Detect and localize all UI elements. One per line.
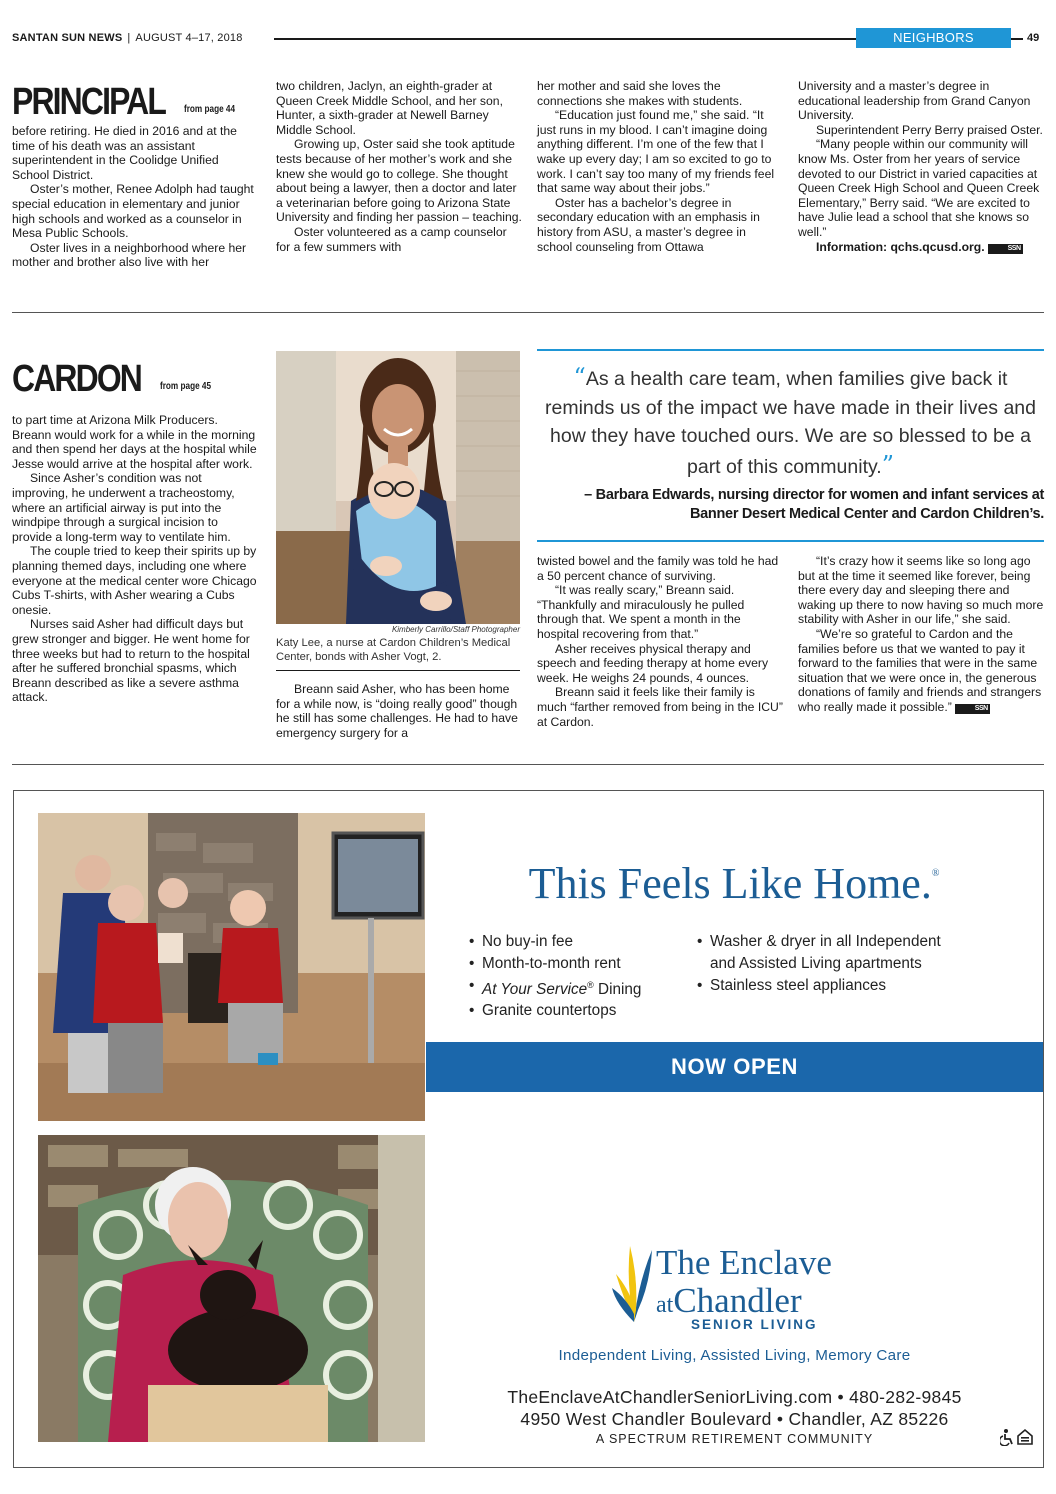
- paper-name: [12, 32, 243, 44]
- paragraph: University and a master’s degree in educational leadership from Grand Canyon University.: [798, 79, 1031, 123]
- now-open-banner: NOW OPEN: [426, 1042, 1043, 1092]
- paragraph: Oster’s mother, Renee Adolph had taught special education in elementary and junior high schools and worked as a counselor in Mesa Public Schools.: [12, 182, 254, 241]
- list-item: [697, 931, 941, 953]
- list-item: • No buy-in fee: [469, 931, 641, 953]
- section-tag: NEIGHBORS: [856, 28, 1011, 48]
- cardon-column-4: [798, 554, 1044, 715]
- paragraph: Oster has a bachelor’s degree in secondary education with an emphasis in history from ASU, a master’s degree in school counseling from Ottawa: [537, 195, 760, 254]
- header-rule: [274, 38, 858, 40]
- principal-column-1: [12, 72, 258, 270]
- paper-title: SANTAN SUN NEWS: [12, 32, 123, 44]
- paragraph: “Many people within our community will know Ms. Oster from her years of service devoted to our District in varied capacities at Queen Creek High School and Queen Creek Elementary,” Berry said. “We are excited to have Julie lead a school that she knows so well.”: [798, 137, 1040, 239]
- page-header: [12, 28, 1044, 50]
- principal-column-4: [798, 79, 1044, 254]
- paragraph-text: “We’re so grateful to Cardon and the families before us that we wanted to pay it forward to the families that were in the same situation that we were once in, the generous donations of family and friends and strangers who really made it possible.”: [798, 626, 1042, 714]
- info-text: Information: qchs.qcusd.org.: [816, 239, 985, 254]
- list-item: • Month-to-month rent: [469, 953, 641, 975]
- paragraph: Nurses said Asher had difficult days but grew stronger and bigger. He went home for three weeks but had to return to the hospital after he suffered bronchial spasms, which Breann described as like a severe asthma attack.: [12, 617, 250, 705]
- brand-subtitle: SENIOR LIVING: [691, 1317, 818, 1332]
- cardon-column-3: [537, 554, 783, 729]
- paragraph: Since Asher’s condition was not improving, he underwent a tracheostomy, where an artificial airway is put into the windpipe through a surgical incision to provide a long-term way to ventilate him.: [12, 471, 235, 544]
- registered-mark: ®: [587, 979, 594, 990]
- list-item-text: and Assisted Living apartments: [710, 954, 922, 972]
- pull-quote-top-rule: [537, 349, 1044, 351]
- header-rule-right: [1011, 38, 1023, 40]
- brand-city: Chandler: [673, 1281, 802, 1320]
- cardon-jump-from: from page 45: [159, 381, 211, 393]
- resident-with-dog-photo: [38, 1135, 425, 1442]
- service-suffix: Dining: [593, 980, 642, 998]
- cardon-column-2: [276, 682, 520, 740]
- list-item: [469, 975, 641, 1001]
- paragraph: Growing up, Oster said she took aptitude tests because of her mother’s work and she knew she would go to college. She thought about being a lawyer, then a doctor and later a veterinarian before going to Arizona State University and finding her passion – teaching.: [276, 137, 522, 225]
- feature-list-right: [697, 931, 941, 996]
- end-mark: SSN: [955, 704, 990, 714]
- paragraph: Oster volunteered as a camp counselor for a few summers with: [276, 224, 507, 254]
- cardon-jump-head: [12, 351, 258, 399]
- address: 4950 West Chandler Boulevard • Chandler, AZ 85226: [520, 1409, 949, 1429]
- paragraph: “It was really scary,” Breann said. “Thankfully and miraculously he pulled through that. We spent a month in the hospital recovering from that.”: [537, 583, 745, 641]
- feature-list-left: [469, 931, 641, 1022]
- photo-caption: Katy Lee, a nurse at Cardon Children’s Medical Center, bonds with Asher Vogt, 2.: [276, 637, 511, 663]
- cardon-title: CARDON: [12, 358, 142, 400]
- ad-services: Independent Living, Assisted Living, Memory Care: [558, 1347, 911, 1364]
- residents-image: [38, 813, 425, 1121]
- resident-dog-image: [38, 1135, 425, 1442]
- list-item: • Granite countertops: [469, 1000, 641, 1022]
- close-quote-mark: ”: [881, 450, 894, 479]
- principal-column-2: [276, 79, 522, 254]
- end-mark: SSN: [988, 244, 1023, 254]
- list-item-continued: [697, 953, 941, 975]
- paragraph: her mother and said she loves the connections she makes with students.: [537, 79, 743, 108]
- paragraph: Breann said Asher, who has been home for a while now, is “doing really good” though he still has some challenges. He had to have emergency surgery for a: [276, 682, 518, 740]
- paragraph: “Education just found me,” she said. “It just runs in my blood. I can’t imagine doing anything different. I’m one of the few that I wake up every day; I am so excited to go to work. I can’t say too many of my friends feel that same way about their jobs.”: [537, 108, 775, 196]
- principal-jump-from: from page 44: [184, 104, 236, 116]
- pull-quote-bottom-rule: [537, 540, 1044, 542]
- caption-rule: [276, 670, 520, 671]
- cardon-column-1: [12, 351, 258, 705]
- paragraph: Asher receives physical therapy and speech and feeding therapy at home every week. He weighs 24 pounds, 4 ounces.: [537, 641, 769, 685]
- paragraph: two children, Jaclyn, an eighth-grader at Queen Creek Middle School, and her son, Hunter, a sixth-grader at Newell Barney Middle School.: [276, 79, 503, 137]
- pull-quote: [537, 363, 1044, 481]
- principal-column-3: [537, 79, 783, 254]
- page-number: 49: [1027, 32, 1040, 44]
- header-separator: |: [127, 32, 131, 44]
- list-item-text: Washer & dryer in all Independent: [710, 933, 941, 950]
- principal-title: PRINCIPAL: [12, 81, 166, 123]
- paragraph: Breann said it feels like their family is much “farther removed from being in the ICU” at Cardon.: [537, 685, 783, 729]
- paragraph: twisted bowel and the family was told he had a 50 percent chance of surviving.: [537, 554, 779, 583]
- paragraph: [798, 627, 1044, 715]
- paragraph: The couple tried to keep their spirits up by planning themed days, including one where everyone at the medical center wore Chicago Cubs T-shirts, with Asher wearing a Cubs onesie.: [12, 544, 257, 617]
- ad-contact: [426, 1386, 1043, 1430]
- enclave-logo-icon: [612, 1244, 656, 1322]
- service-name: At Your Service: [482, 980, 588, 998]
- paragraph: “It’s crazy how it seems like so long ago but at the time it seemed like forever, being there every day and sleeping there and waking up there to now having so much more stability with Asher in our life,” she said.: [798, 554, 1044, 627]
- accessibility-housing-icon: [1000, 1428, 1034, 1446]
- section-divider: [12, 764, 1044, 765]
- paragraph: Oster lives in a neighborhood where her mother and brother also live with her: [12, 240, 247, 270]
- pull-quote-attribution: – Barbara Edwards, nursing director for women and infant services at Banner Desert Medical Center and Cardon Children’s.: [584, 487, 1044, 522]
- nurse-photo: [276, 351, 520, 624]
- open-quote-mark: “: [573, 363, 586, 391]
- registered-mark: ®: [931, 868, 940, 879]
- residents-watching-tv-photo: [38, 813, 425, 1121]
- brand-name-line1: The Enclave: [656, 1243, 832, 1282]
- info-line: [798, 240, 1044, 255]
- ad-headline-text: This Feels Like Home.: [528, 859, 932, 908]
- paragraph: to part time at Arizona Milk Producers. Breann would work for a while in the morning and then spend her days at the hospital while Jesse would arrive at the hospital after work.: [12, 413, 257, 471]
- ad-headline: [494, 858, 974, 909]
- section-divider: [12, 312, 1044, 313]
- paragraph: before retiring. He died in 2016 and at the time of his death was an assistant superintendent in the Coolidge Unified School District.: [12, 124, 237, 182]
- nurse-and-child-image: [276, 351, 520, 624]
- brand-at: at: [656, 1292, 674, 1318]
- pull-quote-text: As a health care team, when families give back it reminds us of the impact we have made in their lives and how they have touched ours. We are so blessed to be a part of this community.: [545, 368, 1036, 478]
- principal-jump-head: [12, 72, 258, 122]
- ad-tagline: A SPECTRUM RETIREMENT COMMUNITY: [595, 1432, 874, 1446]
- paragraph: Superintendent Perry Berry praised Oster.: [816, 122, 1043, 137]
- issue-date: AUGUST 4–17, 2018: [135, 32, 243, 44]
- website-phone: TheEnclaveAtChandlerSeniorLiving.com • 480-282-9845: [507, 1387, 962, 1407]
- photo-credit: Kimberly Carrillo/Staff Photographer: [391, 625, 520, 634]
- list-item: • Stainless steel appliances: [697, 975, 941, 997]
